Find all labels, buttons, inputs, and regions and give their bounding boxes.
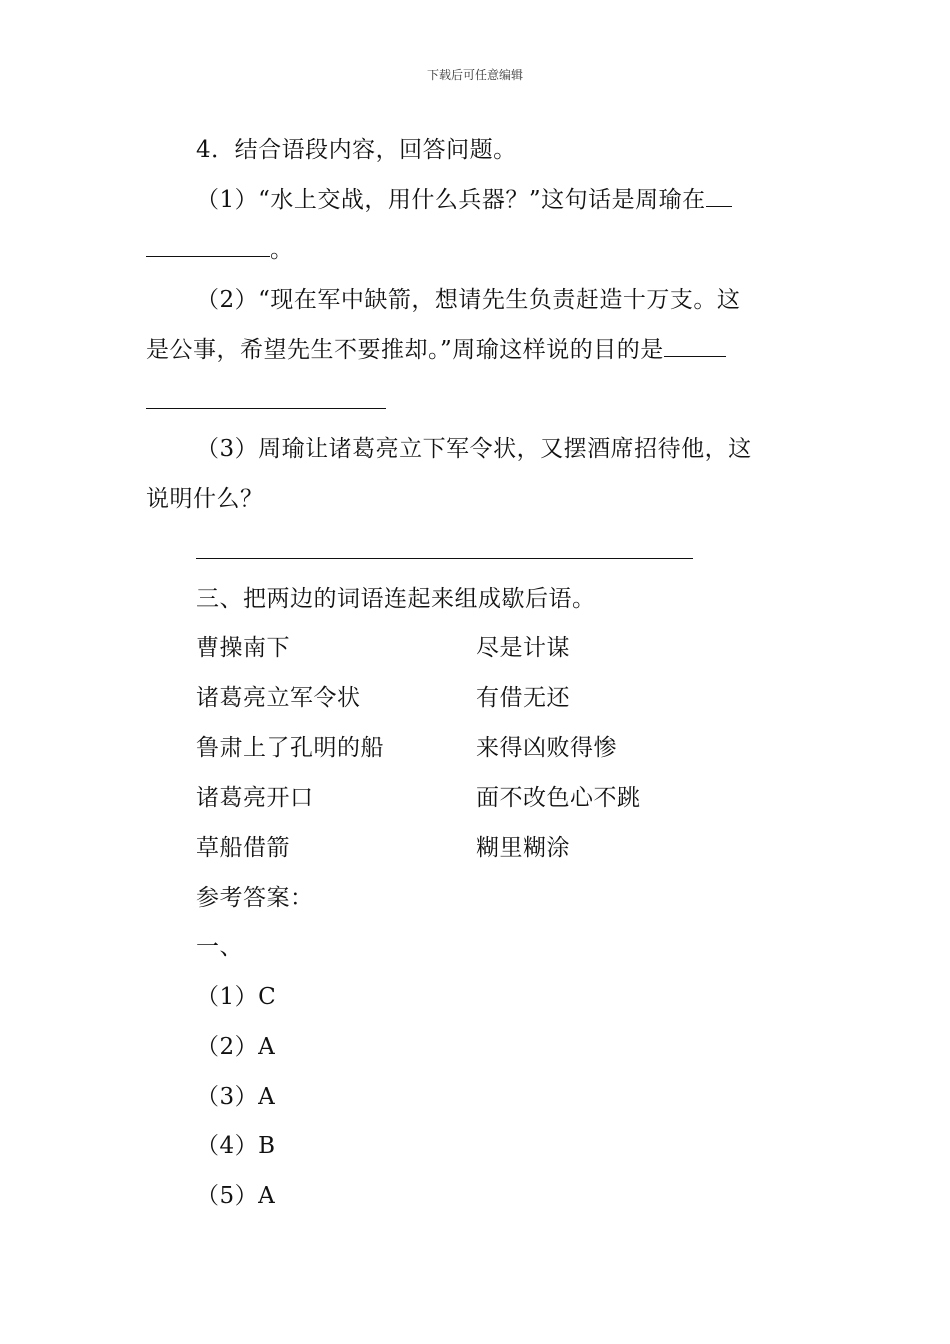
idiom-left: 鲁肃上了孔明的船	[196, 735, 384, 761]
answers-title: 参考答案：	[196, 885, 314, 911]
idiom-right: 来得凶败得惨	[476, 735, 617, 761]
question-4-3-line1: （3）周瑜让诸葛亮立下军令状，又摆酒席招待他，这	[196, 436, 752, 462]
idiom-right: 有借无还	[476, 685, 570, 711]
answer-item: （3）A	[196, 1084, 276, 1110]
answer-blank	[706, 186, 732, 207]
idiom-pair	[196, 833, 796, 863]
page-header: 下载后可任意编辑	[426, 68, 523, 82]
question-4-2-line1: （2）“现在军中缺箭，想请先生负责赶造十万支。这	[196, 287, 741, 313]
idiom-left: 曹操南下	[196, 635, 290, 661]
answer-line	[196, 558, 693, 559]
idiom-right: 尽是计谋	[476, 635, 570, 661]
idiom-pair	[196, 733, 796, 763]
idiom-right: 糊里糊涂	[476, 835, 570, 861]
idiom-pair	[196, 683, 796, 713]
answer-line	[146, 408, 386, 409]
answer-item: （4）B	[196, 1133, 276, 1159]
question-4-1-line2	[146, 235, 294, 265]
question-4-2-text: 是公事，希望先生不要推却。”周瑜这样说的目的是	[146, 337, 664, 363]
idiom-pair	[196, 783, 796, 813]
question-4-title: 4．结合语段内容，回答问题。	[196, 137, 517, 163]
question-4-1-line1	[196, 185, 732, 215]
section-3-title: 三、把两边的词语连起来组成歇后语。	[196, 586, 596, 612]
question-4-1-text: （1）“水上交战，用什么兵器？”这句话是周瑜在	[196, 187, 706, 213]
question-4-1-end: 。	[270, 237, 294, 263]
answer-blank	[146, 236, 270, 257]
idiom-pair	[196, 633, 796, 663]
idiom-left: 诸葛亮开口	[196, 785, 314, 811]
answer-item: （1）C	[196, 984, 277, 1010]
answers-part-1: 一、	[196, 934, 243, 960]
idiom-left: 诸葛亮立军令状	[196, 685, 361, 711]
idiom-left: 草船借箭	[196, 835, 290, 861]
question-4-2-line2	[146, 335, 726, 365]
answer-blank	[664, 336, 726, 357]
idiom-right: 面不改色心不跳	[476, 785, 641, 811]
question-4-3-line2: 说明什么？	[146, 486, 264, 512]
answer-item: （5）A	[196, 1183, 276, 1209]
answer-item: （2）A	[196, 1034, 276, 1060]
